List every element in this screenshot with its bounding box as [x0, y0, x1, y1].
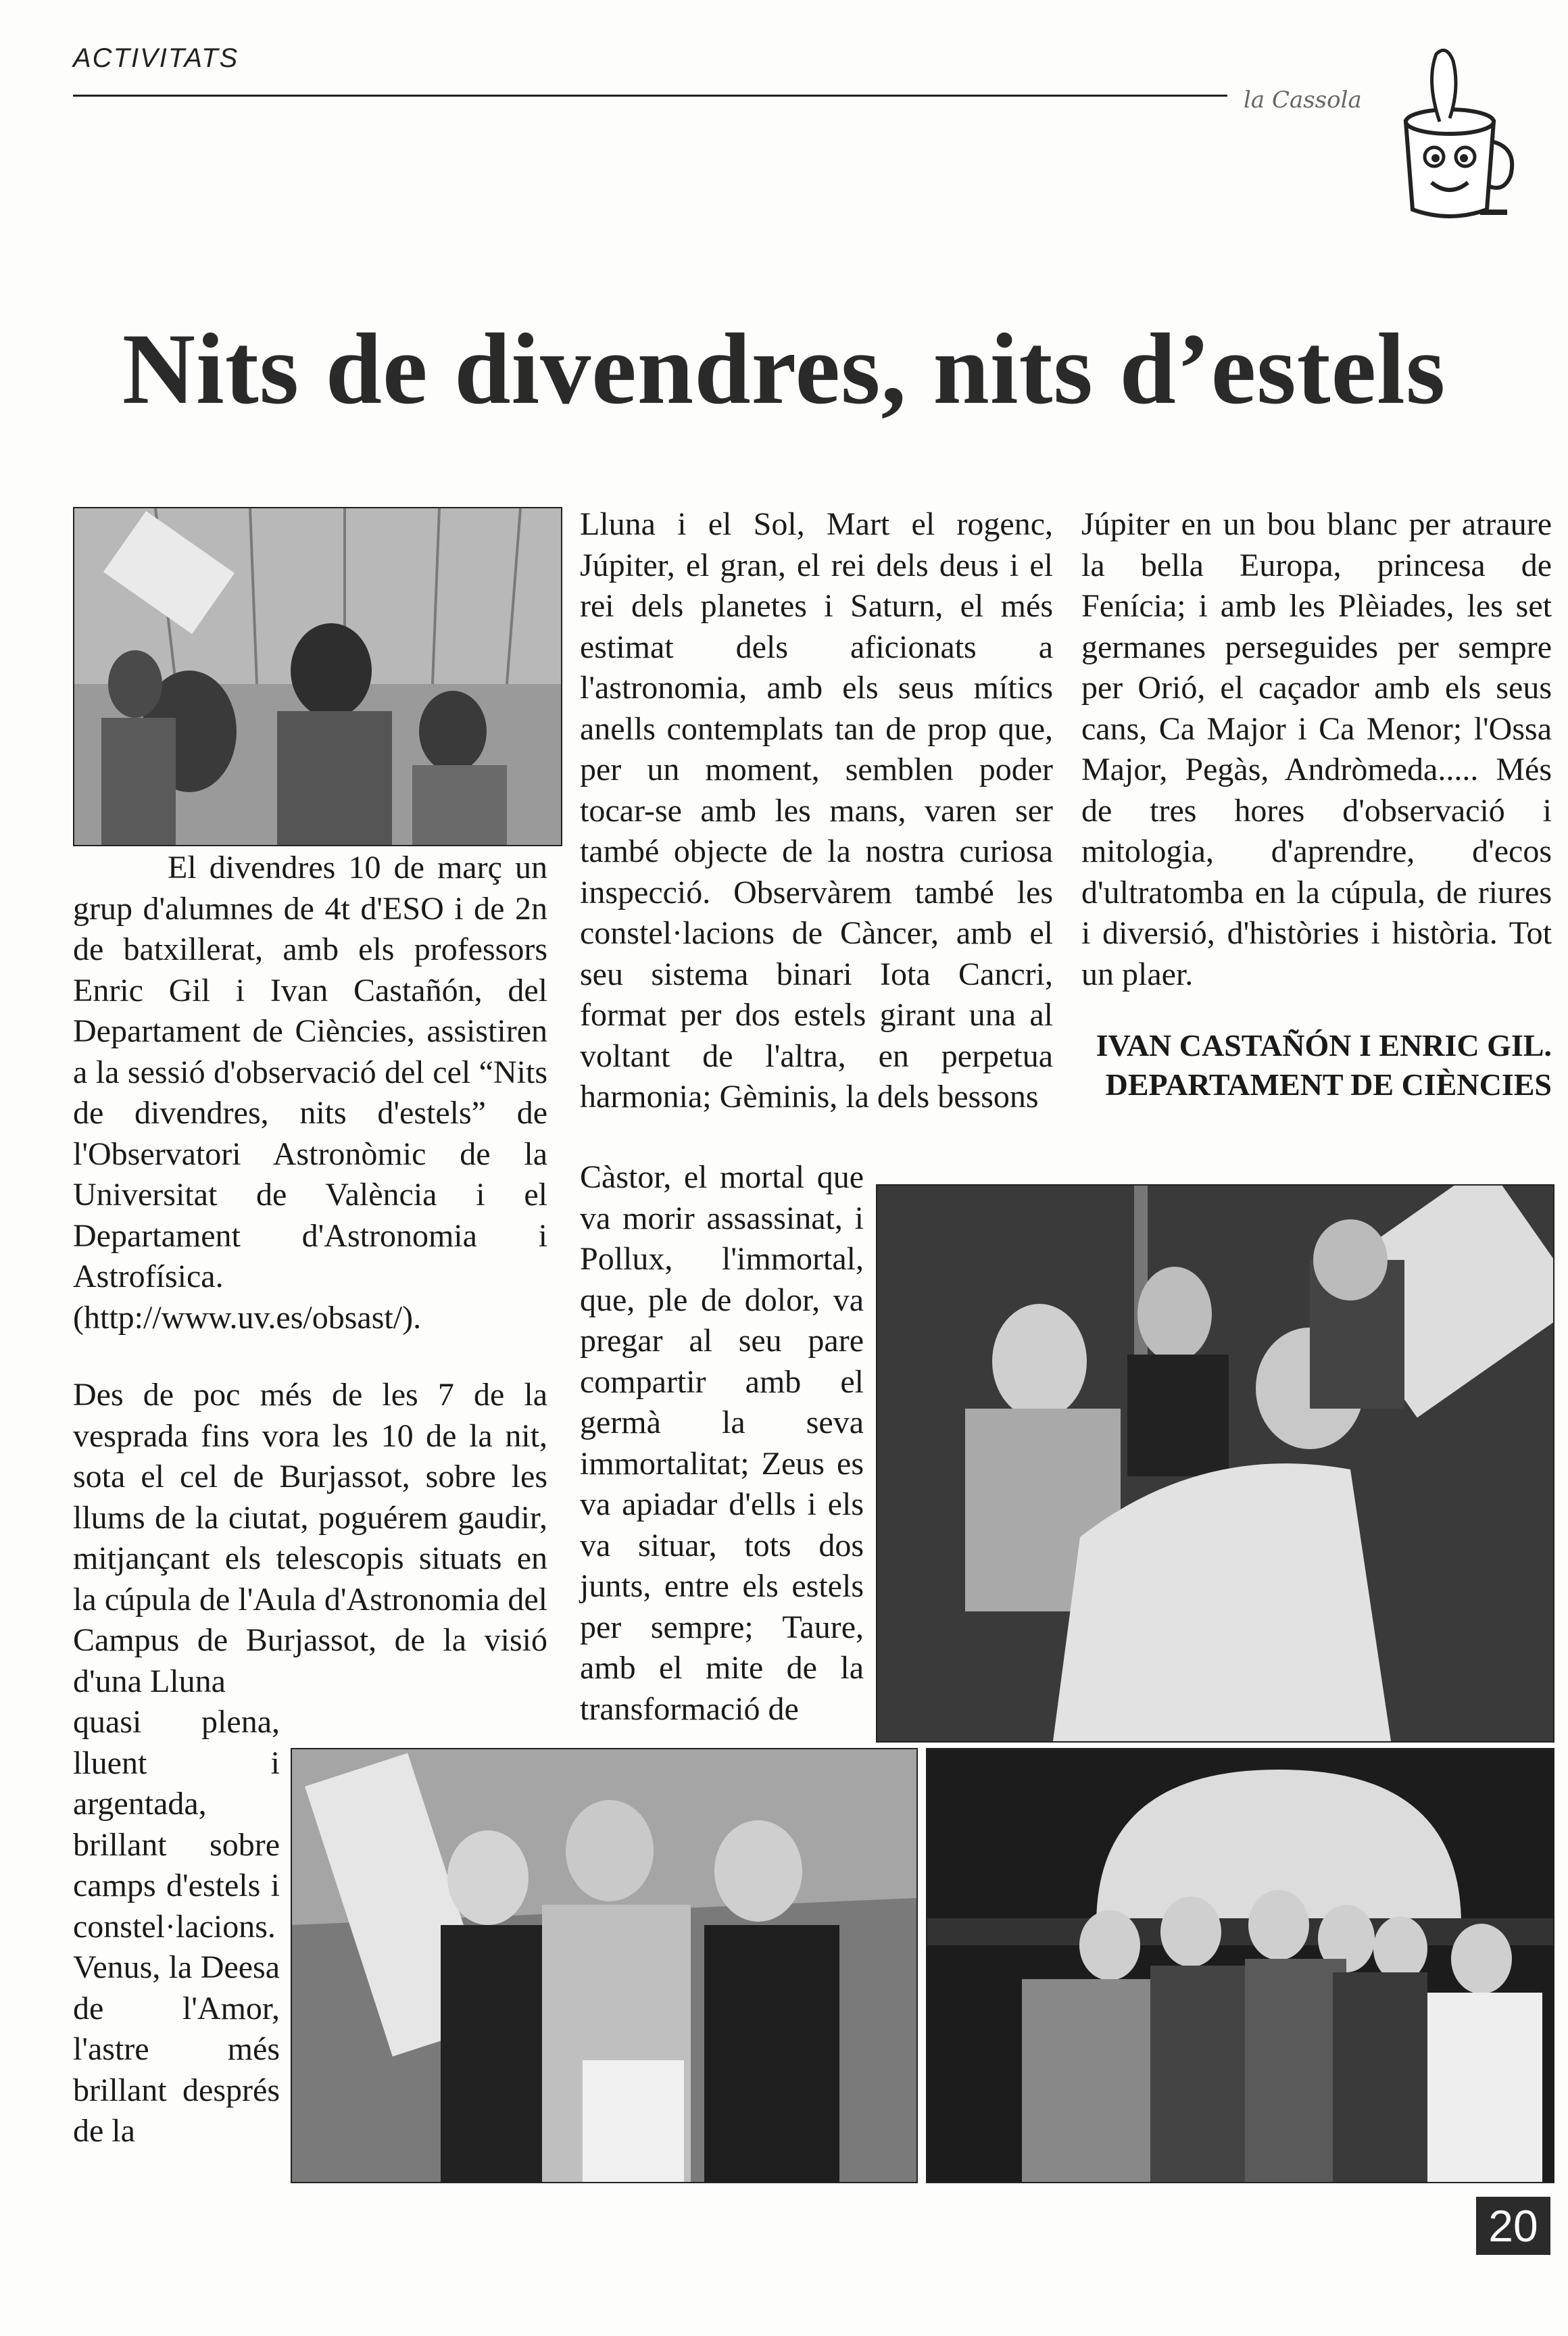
photo-telescope-observation: [73, 507, 562, 846]
article-paragraph-2: [73, 1375, 547, 1702]
page-number: 20: [1476, 2197, 1550, 2255]
article-title: Nits de divendres, nits d’estels: [122, 313, 1446, 425]
paragraph-text: quasi plena, lluent i argentada, brillant sobre camps d'estels i constel·lacions. Venus, la Deesa de l'Amor, l'astre més brillant després de la: [73, 1704, 280, 2149]
paragraph-text: Des de poc més de les 7 de la vesprada fins vora les 10 de la nit, sota el cel de Burjassot, sobre les llums de la ciutat, poguérem gaudir, mitjançant els telescopis situats en la cúpula de l'Aula d'Astronomia del Campus de Burjassot, de la visió d'una Lluna: [73, 1377, 547, 1699]
header-rule: [73, 95, 1227, 97]
article-paragraph-1: [73, 848, 547, 1338]
photo-group-with-telescope: [291, 1748, 918, 2183]
section-label: ACTIVITATS: [73, 43, 239, 73]
article-column-3: [1081, 504, 1552, 995]
article-paragraph-2-continued: [73, 1702, 280, 2152]
paragraph-text: Càstor, el mortal que va morir assassinat, i Pollux, l'immortal, que, ple de dolor, va pregar al seu pare compartir amb el germà la seva immortalitat; Zeus es va apiadar d'ells i els va situar, tots dos junts, entre els estels per sempre; Taure, amb el mite de la transformació de: [580, 1159, 864, 1727]
paragraph-text: Júpiter en un bou blanc per atraure la bella Europa, princesa de Fenícia; i amb les Plèiades, les set germanes perseguides per sempre per Orió, el caçador amb els seus cans, Ca Major i Ca Menor; l'Ossa Major, Pegàs, Andròmeda..... Més de tres hores d'observació i mitologia, d'aprendre, d'ecos d'ultratomba en la cúpula, de riures i diversió, d'històries i història. Tot un plaer.: [1081, 506, 1552, 992]
photo-teacher-at-eyepiece: [876, 1184, 1554, 1743]
paragraph-text: El divendres 10 de març un grup d'alumnes de 4t d'ESO i de 2n de batxillerat, amb els professors Enric Gil i Ivan Castañón, del Departament de Ciències, assistiren a la sessió d'observació del cel “Nits de divendres, nits d'estels” de l'Observatori Astronòmic de la Universitat de València i el Departament d'Astronomia i Astrofísica. (http://www.uv.es/obsast/).: [73, 850, 547, 1336]
article-column-2-continued: [580, 1157, 864, 1730]
article-column-2: [580, 504, 1053, 1118]
paragraph-text: Lluna i el Sol, Mart el rogenc, Júpiter, el gran, el rei dels deus i el rei dels planetes i Saturn, el més estimat dels aficionats a l'astronomia, amb els seus mítics anells contemplats tan de prop que, per un moment, semblen poder tocar-se amb les mans, varen ser també objecte de la nostra curiosa inspecció. Observàrem també les constel·lacions de Càncer, amb el seu sistema binari Iota Cancri, format per dos estels girant una al voltant de l'altra, en perpetua harmonia; Gèminis, la dels bessons: [580, 506, 1053, 1115]
photo-group-at-dome: [926, 1748, 1554, 2183]
magazine-brand: la Cassola: [1244, 87, 1362, 114]
cup-mascot-icon: [1379, 41, 1521, 223]
article-byline: IVAN CASTAÑÓN I ENRIC GIL. DEPARTAMENT DE CIÈNCIES: [1096, 1028, 1552, 1102]
